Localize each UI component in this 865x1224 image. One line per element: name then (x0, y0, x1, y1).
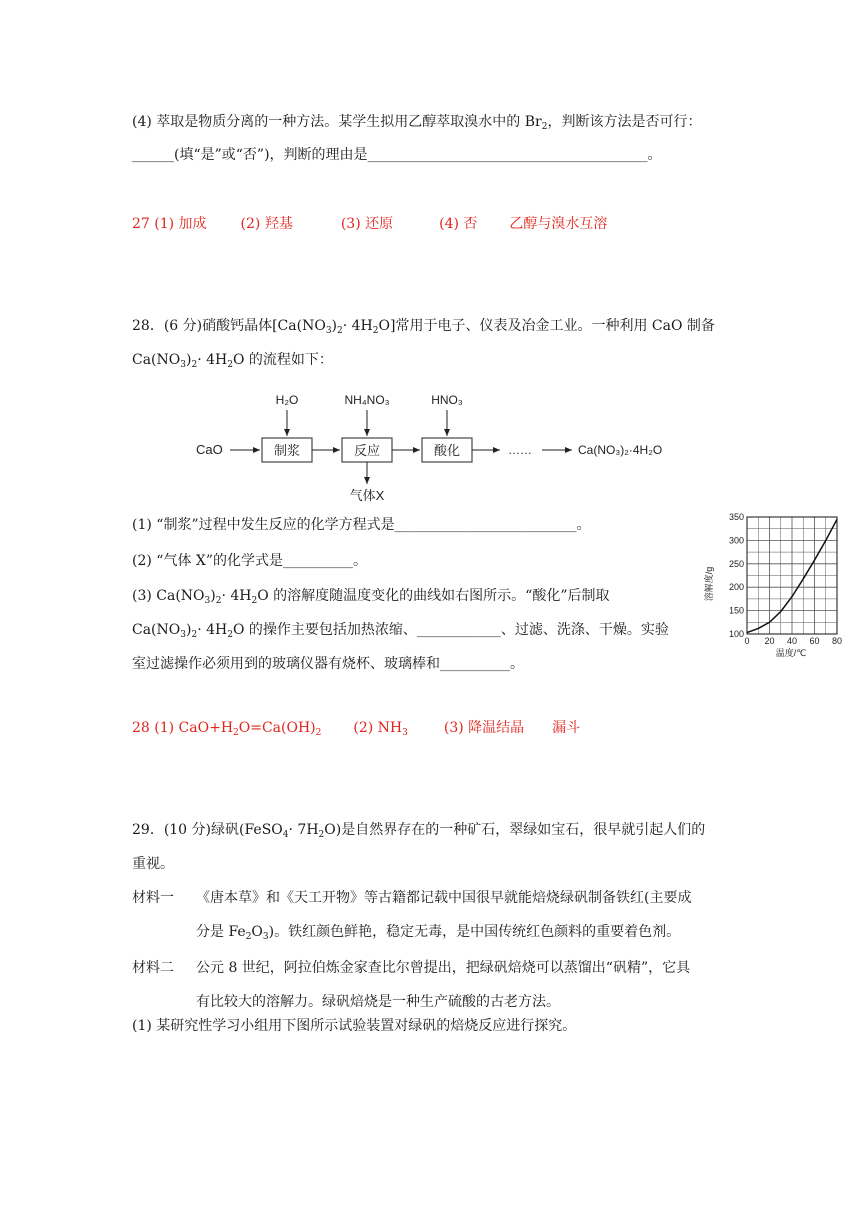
q28-part3-line3: 室过滤操作必须用到的玻璃仪器有烧杯、玻璃棒和__________。 (132, 656, 524, 672)
chart-ytick-label: 200 (728, 582, 744, 593)
q27-part4-line1: (4) 萃取是物质分离的一种方法。某学生拟用乙醇萃取溴水中的 $Br_2$，判断该方法是否可行： (132, 114, 702, 132)
chart-ylabel: 溶解度/g (704, 566, 714, 602)
q29-material2-line1: 公元 8 世纪，阿拉伯炼金家查比尔曾提出，把绿矾焙烧可以蒸馏出“矾精”，它具 (196, 960, 691, 976)
chart-ytick-label: 100 (728, 629, 744, 639)
chart-xtick-label: 60 (809, 636, 820, 646)
chart-ytick-label: 250 (728, 558, 744, 569)
q28-stem-line2: $Ca(NO_3)_2\cdot 4H_2O$ 的流程如下： (132, 352, 333, 370)
q28-part3-line1: (3) $Ca(NO_3)_2\cdot 4H_2O$ 的溶解度随温度变化的曲线如右图所示。“酸化”后制取 (132, 588, 610, 606)
flow-diagram (190, 385, 690, 505)
q28-stem-line1: 28．(6 分)硝酸钙晶体$[Ca(NO_3)_2\cdot 4H_2O]$常用于电子、仪表及冶金工业。一种利用 CaO 制备 (132, 318, 715, 336)
flow-input-3: HNO₃ (431, 393, 463, 407)
q29-material1-label: 材料一 (132, 890, 174, 906)
q29-material1-line1: 《唐本草》和《天工开物》等古籍都记载中国很早就能焙烧绿矾制备铁红(主要成 (196, 890, 692, 906)
chart-xtick-label: 0 (744, 636, 750, 646)
q29-material1-line2: 分是 $Fe_2O_3$)。铁红颜色鲜艳，稳定无毒，是中国传统红色颜料的重要着色剂。 (196, 924, 681, 942)
q29-material2-label: 材料二 (132, 960, 174, 976)
solubility-chart (700, 508, 850, 660)
flow-product: Ca(NO₃)₂·4H₂O (578, 443, 663, 457)
flow-start: CaO (196, 442, 223, 457)
flow-box-1-label: 制浆 (273, 443, 301, 458)
q29-stem-line2: 重视。 (132, 856, 174, 872)
chart-xtick-label: 80 (831, 636, 843, 646)
q29-stem-line1: 29．(10 分)绿矾(FeSO$_4$· $7H_2O$)是自然界存在的一种矿石，翠绿如宝石，很早就引起人们的 (132, 822, 706, 840)
chart-ytick-label: 350 (728, 512, 744, 522)
q28-part2: (2) “气体 X”的化学式是__________。 (132, 553, 368, 569)
chart-ytick-label: 300 (728, 535, 744, 546)
q28-part3-line2: $Ca(NO_3)_2\cdot 4H_2O$ 的操作主要包括加热浓缩、____________、过滤、洗涤、干燥。实验 (132, 622, 669, 640)
q27-answer: 27 (1) 加成 (2) 羟基 (3) 还原 (4) 否 乙醇与溴水互溶 (132, 216, 608, 232)
q28-answer: 28 (1) $CaO+H_2O=Ca(OH)_2$ (2) $NH_3$ (3) 降温结晶 漏斗 (132, 720, 581, 738)
q29-material2-line2: 有比较大的溶解力。绿矾焙烧是一种生产硫酸的古老方法。 (196, 994, 560, 1010)
chart-xlabel: 温度/℃ (775, 648, 807, 658)
chart-xtick-label: 20 (764, 636, 775, 646)
flow-input-1: H₂O (275, 393, 299, 407)
flow-output-gas: 气体X (349, 488, 385, 503)
flow-dots: …… (508, 443, 532, 457)
q27-part4-line2: ______(填“是”或“否”)，判断的理由是________________________________________。 (132, 147, 662, 163)
chart-ytick-label: 150 (728, 605, 744, 616)
flow-box-3-label: 酸化 (433, 443, 461, 458)
q29-part1: (1) 某研究性学习小组用下图所示试验装置对绿矾的焙烧反应进行探究。 (132, 1018, 577, 1034)
chart-xtick-label: 40 (786, 636, 798, 646)
flow-box-2-label: 反应 (353, 443, 381, 458)
q28-part1: (1) “制浆”过程中发生反应的化学方程式是__________________________。 (132, 517, 591, 533)
flow-input-2: NH₄NO₃ (344, 393, 390, 407)
